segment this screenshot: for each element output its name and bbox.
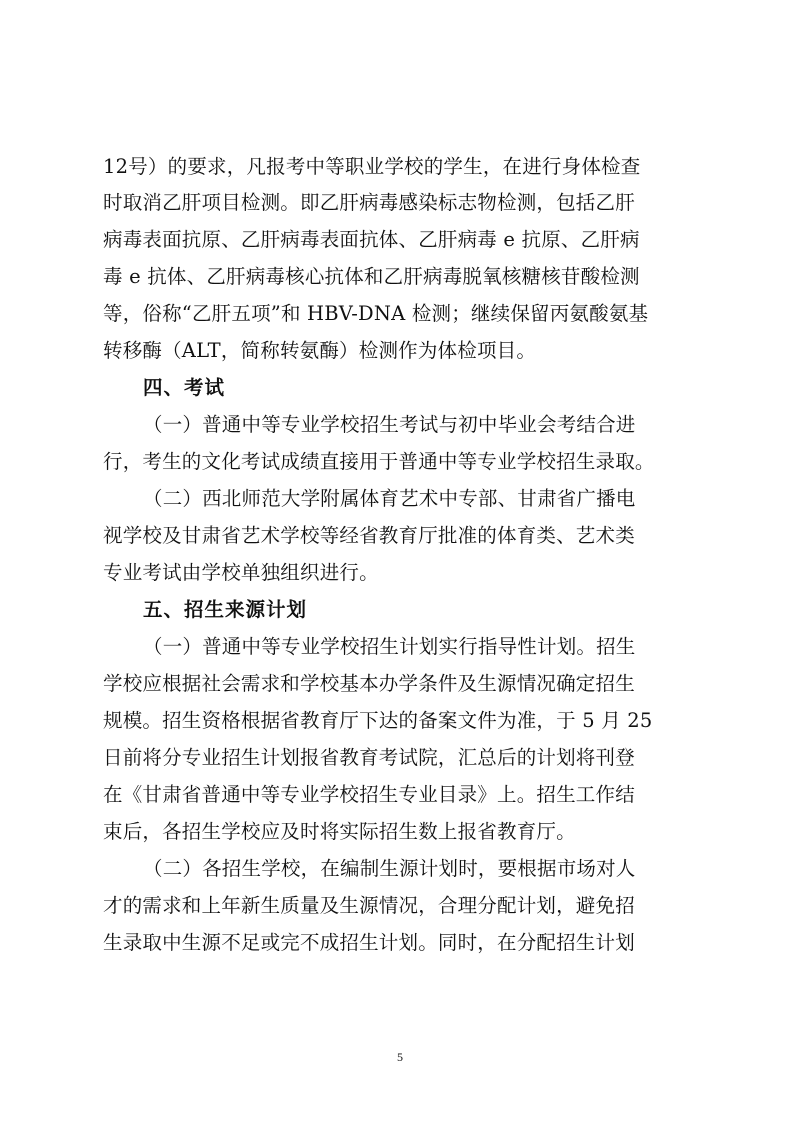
text-line: 学校应根据社会需求和学校基本办学条件及生源情况确定招生 <box>103 672 635 695</box>
text-line: 行，考生的文化考试成绩直接用于普通中等专业学校招生录取。 <box>103 450 655 473</box>
text-line: 专业考试由学校单独组织进行。 <box>103 561 379 584</box>
text-line: （二）各招生学校，在编制生源计划时，要根据市场对人 <box>143 857 636 880</box>
text-line: 规模。招生资格根据省教育厅下达的备案文件为准，于 5 月 25 <box>103 709 653 732</box>
text-line: 束后，各招生学校应及时将实际招生数上报省教育厅。 <box>103 820 576 843</box>
section-heading-enrollment-plan: 五、招生来源计划 <box>143 598 308 621</box>
text-line: 毒 e 抗体、乙肝病毒核心抗体和乙肝病毒脱氧核糖核苷酸检测 <box>103 265 640 288</box>
text-line: 病毒表面抗原、乙肝病毒表面抗体、乙肝病毒 e 抗原、乙肝病 <box>103 228 640 251</box>
section-heading-exam: 四、考试 <box>143 376 226 399</box>
page-number: 5 <box>397 1050 403 1064</box>
text-line: （一）普通中等专业学校招生考试与初中毕业会考结合进 <box>143 413 636 436</box>
text-line: 等，俗称“乙肝五项”和 HBV-DNA 检测；继续保留丙氨酸氨基 <box>103 302 649 325</box>
text-line: 在《甘肃省普通中等专业学校招生专业目录》上。招生工作结 <box>103 783 635 806</box>
text-line: 转移酶（ALT，简称转氨酶）检测作为体检项目。 <box>103 339 537 362</box>
text-line: 视学校及甘肃省艺术学校等经省教育厅批准的体育类、艺术类 <box>103 524 635 547</box>
text-line: 生录取中生源不足或完不成招生计划。同时，在分配招生计划 <box>103 931 635 954</box>
text-line: （二）西北师范大学附属体育艺术中专部、甘肃省广播电 <box>143 487 636 510</box>
text-line: （一）普通中等专业学校招生计划实行指导性计划。招生 <box>143 635 636 658</box>
text-line: 12号）的要求，凡报考中等职业学校的学生，在进行身体检查 <box>103 155 641 178</box>
text-line: 时取消乙肝项目检测。即乙肝病毒感染标志物检测，包括乙肝 <box>103 191 635 214</box>
text-line: 日前将分专业招生计划报省教育考试院，汇总后的计划将刊登 <box>103 746 635 769</box>
text-line: 才的需求和上年新生质量及生源情况，合理分配计划，避免招 <box>103 894 635 917</box>
